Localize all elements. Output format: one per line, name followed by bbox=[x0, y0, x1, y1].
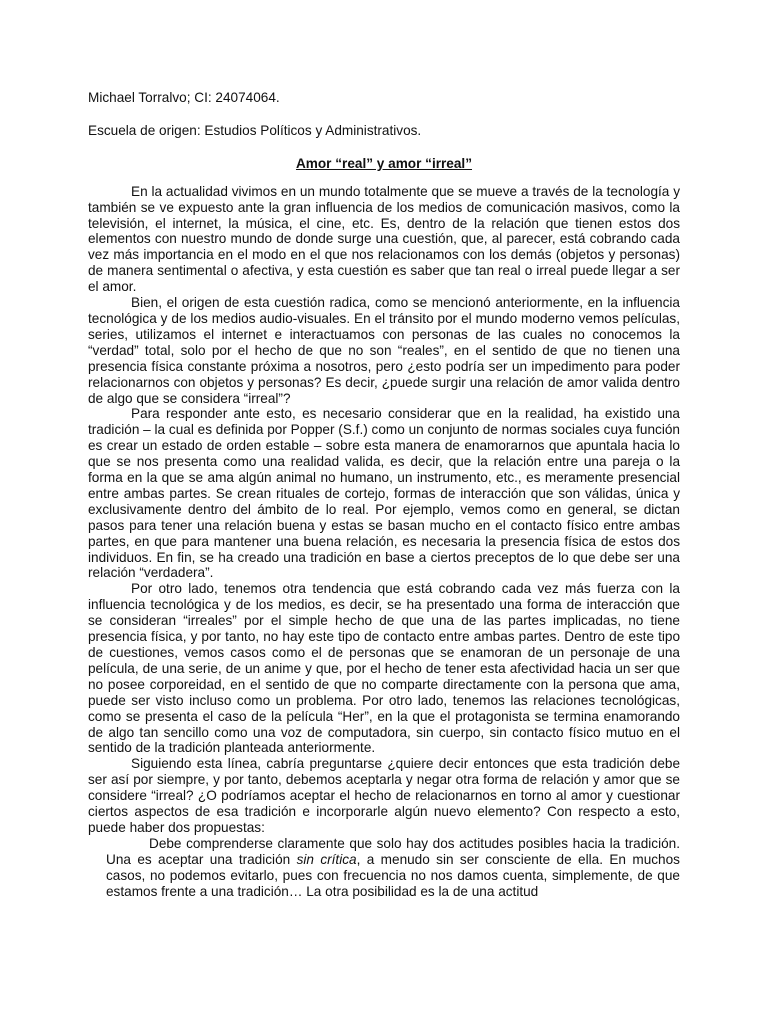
paragraph-4: Por otro lado, tenemos otra tendencia que está cobrando cada vez más fuerza con la influencia tecnológica y de los medios, es decir, se ha presentado una forma de interacción que se consideran “irreales” por el simple hecho de que una de las partes implicadas, no tiene presencia física, y por tanto, no hay este tipo de contacto entre ambas partes. Dentro de este tipo de cuestiones, vemos casos como el de personas que se enamoran de un personaje de una película, de una serie, de un anime y que, por el hecho de tener esta afectividad hacia un ser que no posee corporeidad, en el sentido de que no comparte directamente con la persona que ama, puede ser visto incluso como un problema. Por otro lado, tenemos las relaciones tecnológicas, como se presenta el caso de la película “Her”, en la que el protagonista se termina enamorando de algo tan sencillo como una voz de computadora, sin cuerpo, sin contacto físico mutuo en el sentido de la tradición planteada anteriormente. bbox=[88, 581, 680, 756]
author-line: Michael Torralvo; CI: 24074064. bbox=[88, 90, 280, 105]
block-quote bbox=[106, 836, 680, 900]
document-title: Amor “real” y amor “irreal” bbox=[295, 155, 473, 171]
paragraph-5: Siguiendo esta línea, cabría preguntarse ¿quiere decir entonces que esta tradición debe ser así por siempre, y por tanto, debemos aceptarla y negar otra forma de relación y amor que se considere “irreal? ¿O podríamos aceptar el hecho de relacionarnos en torno al amor y cuestionar ciertos aspectos de esa tradición e incorporarle algún nuevo elemento? Con respecto a esto, puede haber dos propuestas: bbox=[88, 756, 680, 835]
document-page bbox=[88, 90, 680, 900]
quote-text-start: Debe comprenderse claramente que solo hay dos actitudes posibles hacia la tradición. Una es aceptar una tradición bbox=[106, 835, 680, 867]
paragraph-3: Para responder ante esto, es necesario considerar que en la realidad, ha existido una tradición – la cual es definida por Popper (S.f.) como un conjunto de normas sociales cuya función es crear un estado de orden estable – sobre esta manera de enamorarnos que apuntala hacia lo que se nos presenta como una realidad valida, es decir, que la relación entre una pareja o la forma en la que se ama algún animal no humano, un instrumento, etc., es meramente presencial entre ambas partes. Se crean rituales de cortejo, formas de interacción que son válidas, única y exclusivamente dentro del ámbito de lo real. Por ejemplo, vemos como en general, se dictan pasos para tener una relación buena y estas se basan mucho en el contacto físico entre ambas partes, en que para mantener una buena relación, es necesaria la presencia física de estos dos individuos. En fin, se ha creado una tradición en base a ciertos preceptos de lo que debe ser una relación “verdadera”. bbox=[88, 406, 680, 581]
quote-text-end: , a menudo sin ser consciente de ella. En muchos casos, no podemos evitarlo, pues con frecuencia no nos damos cuenta, simplemente, de que estamos frente a una tradición… La otra posibilidad es la de una actitud bbox=[106, 851, 680, 899]
paragraph-2: Bien, el origen de esta cuestión radica, como se mencionó anteriormente, en la influencia tecnológica y de los medios audio-visuales. En el tránsito por el mundo moderno vemos películas, series, utilizamos el internet e interactuamos con personas de las cuales no conocemos la “verdad” total, solo por el hecho de que no son “reales”, en el sentido de que no tienen una presencia física constante próxima a nosotros, pero ¿esto podría ser un impedimento para poder relacionarnos con objetos y personas? Es decir, ¿puede surgir una relación de amor valida dentro de algo que se considera “irreal”? bbox=[88, 295, 680, 406]
paragraph-1: En la actualidad vivimos en un mundo totalmente que se mueve a través de la tecnología y también se ve expuesto ante la gran influencia de los medios de comunicación masivos, como la televisión, el internet, la música, el cine, etc. Es, dentro de la relación que tienen estos dos elementos con nuestro mundo de donde surge una cuestión, que, al parecer, está cobrando cada vez más importancia en el modo en el que nos relacionamos con los demás (objetos y personas) de manera sentimental o afectiva, y esta cuestión es saber que tan real o irreal puede llegar a ser el amor. bbox=[88, 183, 680, 295]
school-line: Escuela de origen: Estudios Políticos y Administrativos. bbox=[88, 122, 422, 138]
quote-emphasis: sin crítica bbox=[296, 851, 357, 867]
